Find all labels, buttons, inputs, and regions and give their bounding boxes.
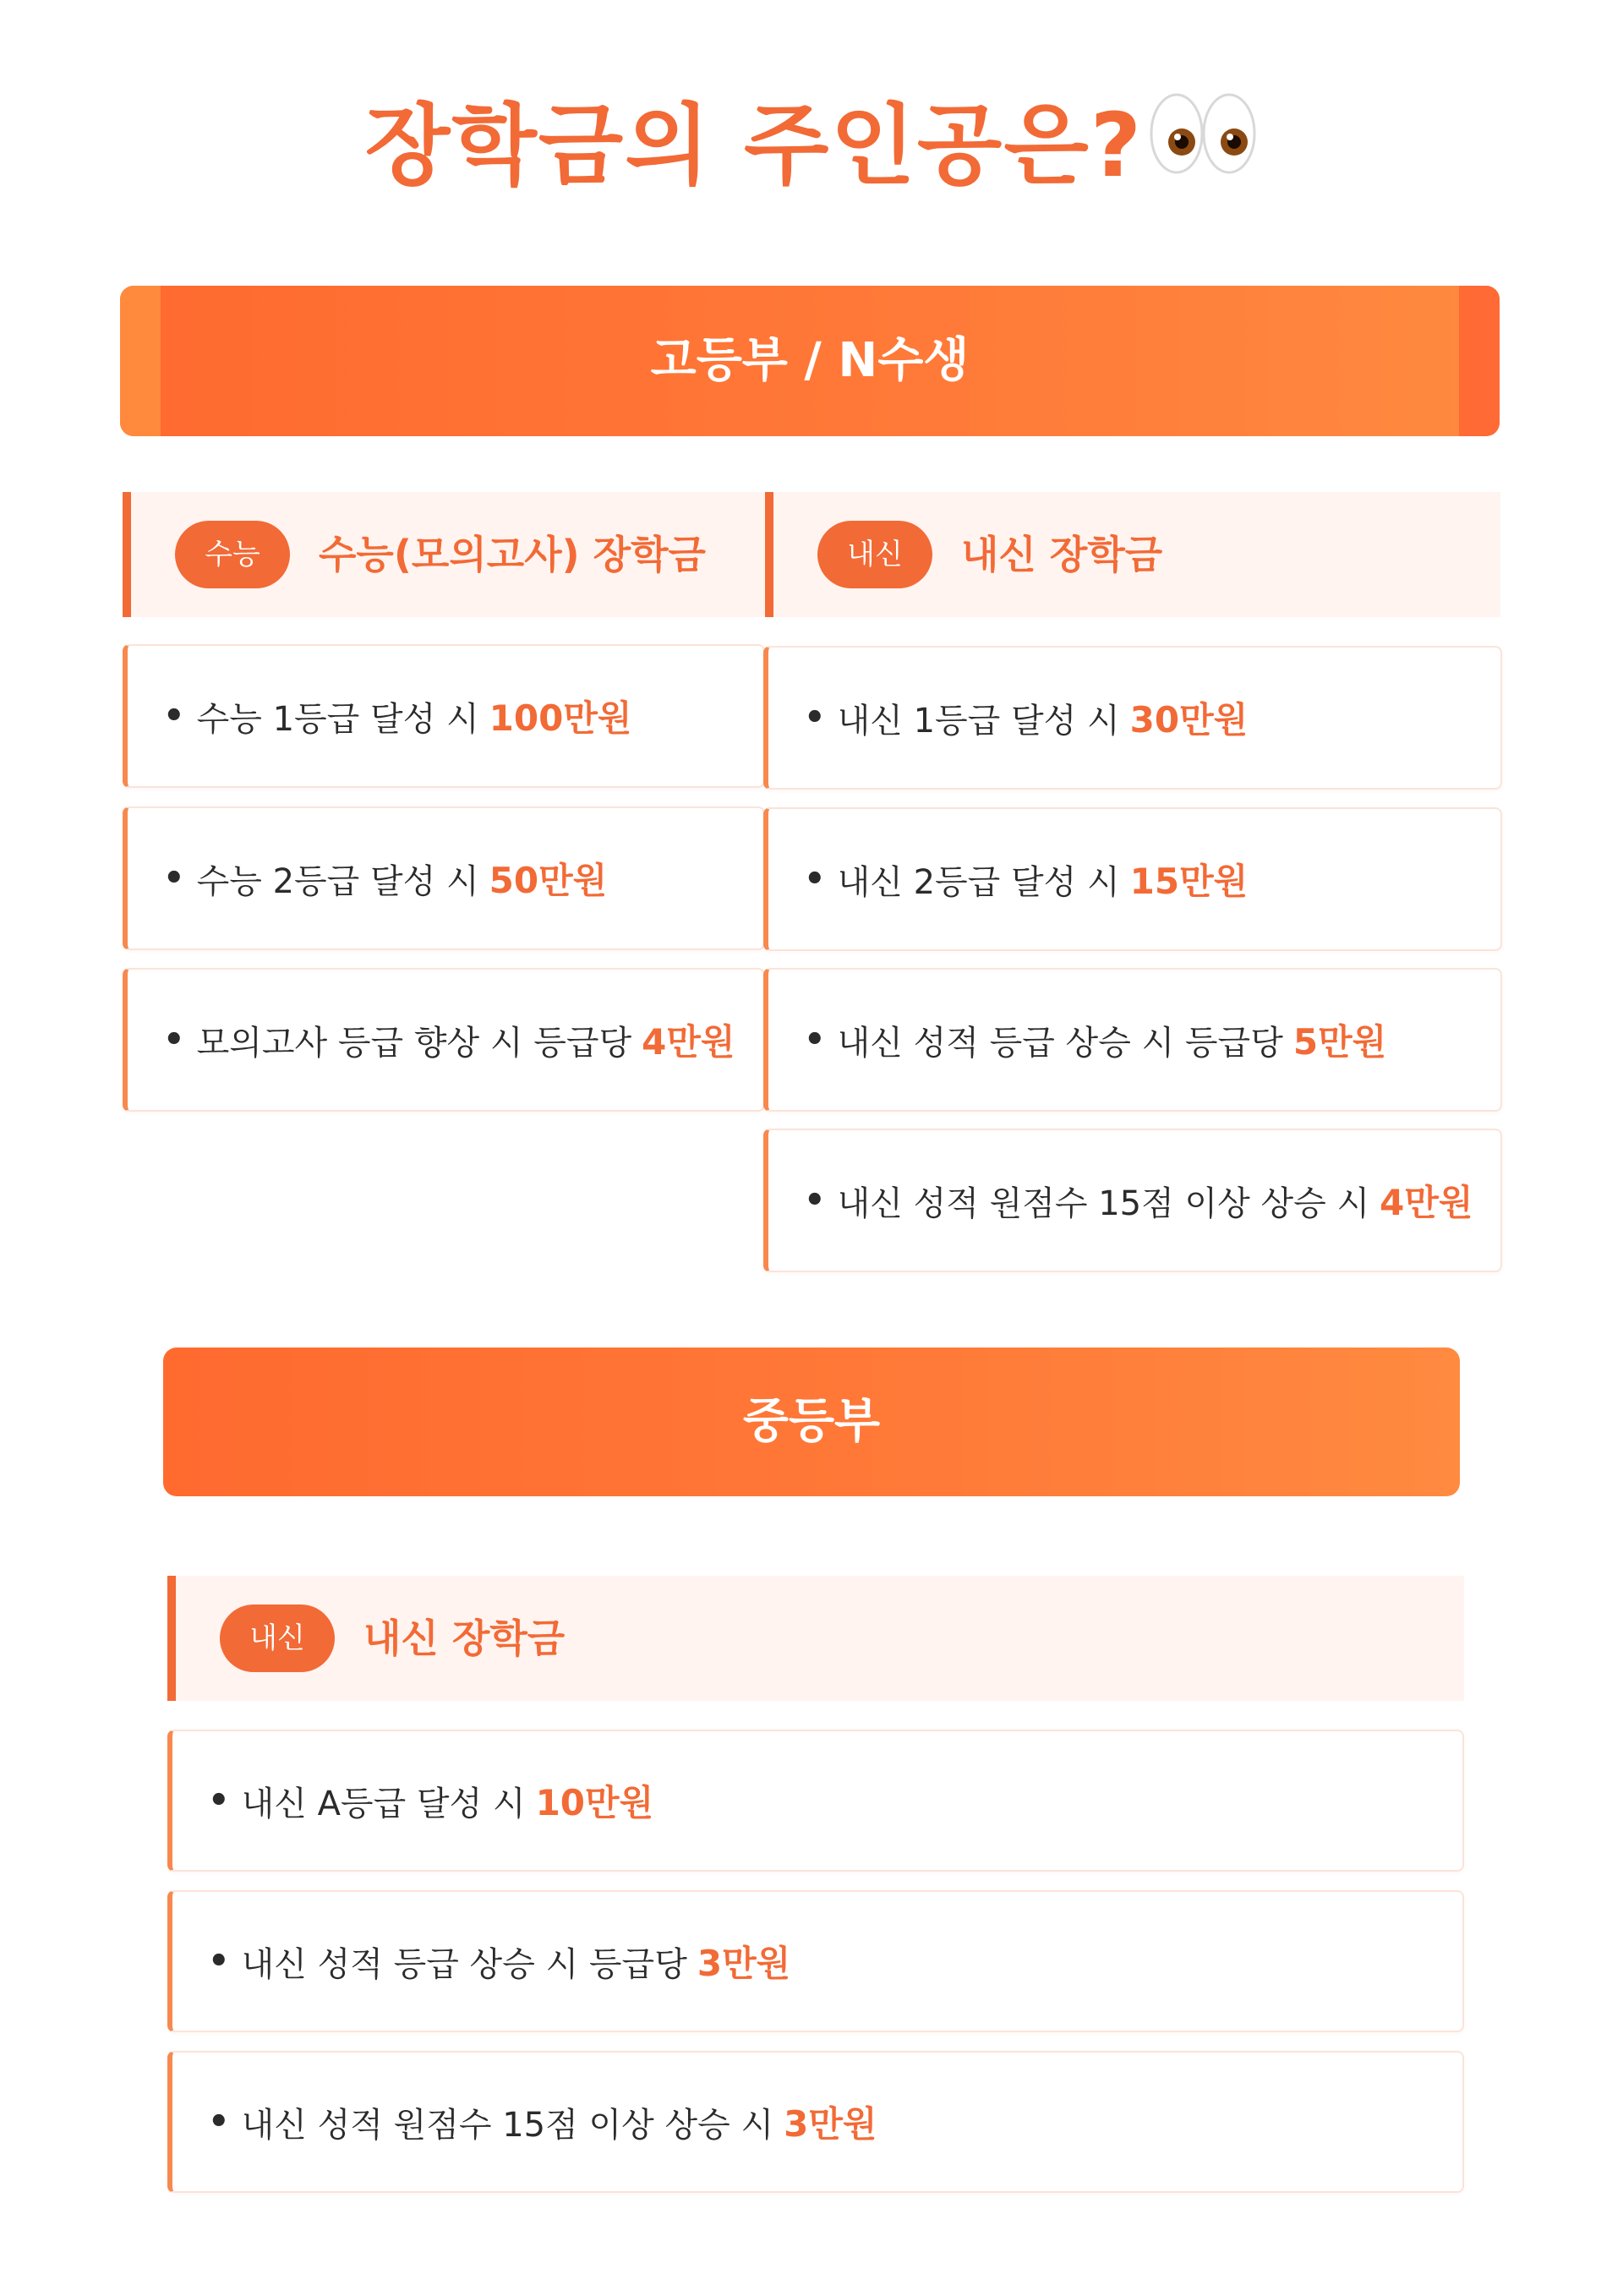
hs-naesin-item-3 bbox=[763, 968, 1502, 1112]
banner-edge-right bbox=[1459, 286, 1500, 436]
hs-naesin-item-1 bbox=[763, 646, 1502, 790]
item-text: 내신 성적 원점수 15점 이상 상승 시 bbox=[241, 2105, 774, 2145]
item-text: 내신 1등급 달성 시 bbox=[837, 701, 1120, 741]
hs-naesin-item-4 bbox=[763, 1129, 1502, 1272]
bullet: • bbox=[804, 1020, 826, 1059]
hs-naesin-tag: 내신 bbox=[817, 521, 932, 588]
middle-school-banner-label: 중등부 bbox=[742, 1394, 881, 1449]
high-school-banner-label: 고등부 / N수생 bbox=[650, 333, 970, 388]
item-amount: 4만원 bbox=[642, 1021, 735, 1063]
ms-naesin-item-1 bbox=[167, 1730, 1464, 1872]
bullet: • bbox=[163, 1020, 185, 1059]
suneung-item-2 bbox=[123, 806, 765, 950]
high-school-banner bbox=[120, 286, 1500, 436]
item-amount: 5만원 bbox=[1292, 1021, 1387, 1063]
middle-school-banner bbox=[163, 1348, 1460, 1496]
ms-naesin-item-3 bbox=[167, 2051, 1464, 2193]
item-text: 수능 1등급 달성 시 bbox=[196, 699, 479, 739]
hs-naesin-section-title: 내신 장학금 bbox=[961, 532, 1163, 577]
hs-naesin-section-header bbox=[765, 492, 1500, 617]
page-title bbox=[0, 86, 1623, 211]
item-text: 내신 성적 원점수 15점 이상 상승 시 bbox=[837, 1184, 1370, 1223]
item-text: 수능 2등급 달성 시 bbox=[196, 861, 479, 901]
ms-naesin-item-2 bbox=[167, 1890, 1464, 2032]
item-text: 모의고사 등급 향상 시 등급당 bbox=[196, 1023, 632, 1063]
ms-naesin-section-title: 내신 장학금 bbox=[363, 1615, 566, 1661]
item-text: 내신 2등급 달성 시 bbox=[837, 862, 1120, 902]
item-amount: 3만원 bbox=[784, 2103, 877, 2145]
item-text: 내신 성적 등급 상승 시 등급당 bbox=[837, 1023, 1283, 1063]
item-amount: 15만원 bbox=[1129, 861, 1249, 902]
suneung-item-1 bbox=[123, 644, 765, 788]
bullet: • bbox=[163, 697, 185, 735]
item-amount: 10만원 bbox=[535, 1782, 654, 1823]
item-amount: 3만원 bbox=[697, 1943, 791, 1984]
item-amount: 30만원 bbox=[1129, 699, 1249, 741]
bullet: • bbox=[208, 1781, 230, 1820]
page-title-text: 장학금의 주인공은? bbox=[364, 94, 1144, 197]
bullet: • bbox=[208, 2102, 230, 2141]
bullet: • bbox=[804, 1181, 826, 1220]
item-amount: 100만원 bbox=[489, 697, 632, 739]
suneung-section-header bbox=[123, 492, 765, 617]
item-amount: 4만원 bbox=[1380, 1182, 1473, 1223]
suneung-item-3 bbox=[123, 968, 765, 1112]
item-text: 내신 성적 등급 상승 시 등급당 bbox=[241, 1944, 687, 1984]
ms-naesin-tag: 내신 bbox=[220, 1604, 335, 1672]
suneung-section-title: 수능(모의고사) 장학금 bbox=[319, 532, 706, 577]
suneung-tag: 수능 bbox=[175, 521, 290, 588]
bullet: • bbox=[208, 1942, 230, 1981]
hs-naesin-item-2 bbox=[763, 807, 1502, 951]
ms-naesin-section-header bbox=[167, 1576, 1464, 1701]
banner-edge-left bbox=[120, 286, 161, 436]
bullet: • bbox=[804, 698, 826, 737]
bullet: • bbox=[163, 859, 185, 898]
bullet: • bbox=[804, 860, 826, 899]
item-amount: 50만원 bbox=[489, 860, 608, 901]
item-text: 내신 A등급 달성 시 bbox=[241, 1784, 526, 1823]
eyes-icon bbox=[1148, 86, 1258, 205]
